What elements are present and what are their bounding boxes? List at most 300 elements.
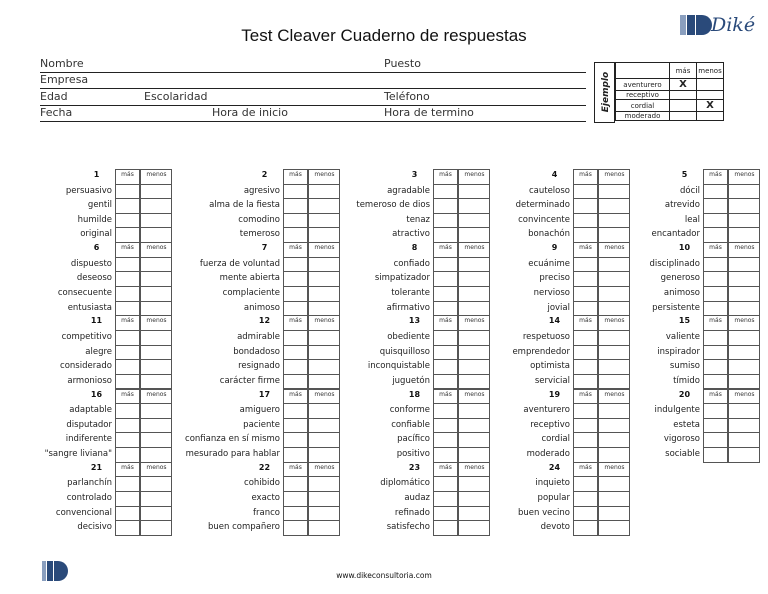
word-label: indiferente [65,434,112,445]
word-label: simpatizador [374,273,430,284]
answer-mas-cell[interactable] [433,257,458,273]
answer-mas-cell[interactable] [115,359,140,375]
answer-mas-cell[interactable] [433,213,458,229]
answer-mas-cell[interactable] [283,418,308,434]
word-label: obediente [387,331,430,342]
word-label: afirmativo [386,302,430,313]
hora-inicio-label: Hora de inicio [212,106,288,119]
answer-mas-cell[interactable] [283,447,308,463]
answer-mas-cell[interactable] [573,506,598,522]
word-label: valiente [665,331,700,342]
answer-mas-cell[interactable] [283,257,308,273]
answer-mas-cell[interactable] [573,476,598,492]
word-label: decisivo [77,522,112,533]
answer-mas-cell[interactable] [433,476,458,492]
answer-menos-cell[interactable] [728,213,760,229]
header-mas-cell [115,462,140,478]
word-label: buen vecino [518,507,570,518]
answer-menos-cell[interactable] [598,491,630,507]
word-label: dócil [680,185,700,196]
word-label: positivo [396,448,430,459]
word-label: complaciente [222,287,280,298]
answer-mas-cell[interactable] [433,359,458,375]
header-mas-cell [283,389,308,405]
word-label: exacto [251,492,280,503]
header-mas-cell [283,169,308,185]
telefono-label: Teléfono [384,90,430,103]
word-label: gentil [87,200,112,211]
header-menos: menos [734,171,755,178]
answer-mas-cell[interactable] [703,301,728,317]
group-number: 21 [90,462,103,472]
answer-mas-cell[interactable] [283,491,308,507]
header-menos-cell [140,389,172,405]
word-label: temeroso de dios [356,200,430,211]
answer-menos-cell[interactable] [728,184,760,200]
word-label: considerado [60,361,112,372]
example-header-menos: menos [697,63,724,79]
header-mas: más [121,317,134,325]
header-menos: menos [146,463,167,471]
answer-mas-cell[interactable] [433,403,458,419]
edad-label: Edad [40,90,68,103]
group-number: 12 [258,316,271,326]
group-number: 4 [551,170,558,179]
word-label: agradable [387,185,430,196]
example-mark-menos [697,79,724,91]
header-mas: más [439,463,452,471]
example-mark-mas: X [670,79,697,91]
header-menos-cell [308,462,340,478]
header-mas: más [709,244,722,252]
answer-mas-cell[interactable] [283,520,308,536]
answer-mas-cell[interactable] [115,520,140,536]
answer-mas-cell[interactable] [433,447,458,463]
answer-mas-cell[interactable] [433,345,458,361]
header-menos-cell [308,315,340,331]
header-menos-cell [598,389,630,405]
answer-mas-cell[interactable] [703,432,728,448]
word-label: animoso [243,302,280,313]
header-menos-cell [140,242,172,258]
header-menos: menos [734,317,755,325]
word-label: agresivo [243,185,280,196]
word-label: alma de la fiesta [209,200,280,211]
header-mas: más [289,171,302,178]
header-mas-cell [573,462,598,478]
header-menos: menos [734,390,755,398]
word-label: animoso [663,287,700,298]
group-number: 24 [548,462,561,472]
word-label: confiable [391,419,430,430]
fecha-label: Fecha [40,106,73,119]
group-number: 23 [408,462,421,472]
form-row-2 [40,72,586,89]
answer-mas-cell[interactable] [115,301,140,317]
header-mas: más [289,463,302,471]
word-label: humilde [77,214,112,225]
word-label: armonioso [67,375,112,386]
header-menos-cell [598,315,630,331]
answer-mas-cell[interactable] [283,227,308,243]
answer-mas-cell[interactable] [283,403,308,419]
example-word: aventurero [616,79,670,91]
header-mas: más [709,171,722,178]
header-mas-cell [433,315,458,331]
header-menos-cell [458,315,490,331]
header-mas: más [579,317,592,325]
answer-mas-cell[interactable] [115,506,140,522]
answer-mas-cell[interactable] [573,491,598,507]
word-label: atrevido [664,200,700,211]
header-menos: menos [314,463,335,471]
group-number: 8 [411,243,418,253]
header-mas: más [289,317,302,325]
word-label: comodino [238,214,280,225]
footer-url: www.dikeconsultoria.com [336,571,432,580]
group-number: 16 [90,389,103,399]
header-mas: más [121,171,134,178]
answer-mas-cell[interactable] [115,271,140,287]
word-label: persistente [652,302,700,313]
example-label: Ejemplo [601,71,611,113]
header-menos-cell [308,169,340,185]
header-menos-cell [458,169,490,185]
answer-mas-cell[interactable] [115,330,140,346]
word-label: inquieto [535,478,570,489]
answer-mas-cell[interactable] [703,374,728,390]
header-menos: menos [146,390,167,398]
word-label: resignado [238,361,280,372]
answer-mas-cell[interactable] [703,271,728,287]
answer-menos-cell[interactable] [728,359,760,375]
header-menos: menos [604,317,625,325]
word-label: devoto [540,522,570,533]
answer-mas-cell[interactable] [703,330,728,346]
example-header-blank [616,63,670,79]
header-mas: más [439,171,452,178]
header-mas-cell [703,389,728,405]
answer-mas-cell[interactable] [703,198,728,214]
word-label: jovial [547,302,570,313]
header-menos: menos [604,171,625,178]
word-label: servicial [534,375,570,386]
answer-mas-cell[interactable] [115,213,140,229]
answer-menos-cell[interactable] [728,286,760,302]
word-label: leal [684,214,700,225]
answer-mas-cell[interactable] [433,418,458,434]
answer-mas-cell[interactable] [115,374,140,390]
word-label: encantador [651,229,700,240]
answer-mas-cell[interactable] [433,374,458,390]
answer-mas-cell[interactable] [433,286,458,302]
word-label: diplomático [380,478,430,489]
header-mas: más [579,244,592,252]
word-label: aventurero [523,405,570,416]
word-label: cordial [541,434,570,445]
form-row-3 [40,89,586,106]
answer-mas-cell[interactable] [433,198,458,214]
word-label: confiado [393,258,430,269]
header-mas-cell [115,242,140,258]
answer-mas-cell[interactable] [433,271,458,287]
word-label: entusiasta [67,302,112,313]
form-row-1 [40,56,586,73]
answer-mas-cell[interactable] [703,418,728,434]
word-label: amiguero [239,405,280,416]
header-mas-cell [433,169,458,185]
group-number: 6 [93,243,100,253]
word-label: esteta [673,419,700,430]
group-number: 7 [261,243,268,253]
answer-mas-cell[interactable] [283,271,308,287]
word-label: emprendedor [512,346,570,357]
answer-menos-cell[interactable] [728,403,760,419]
header-menos: menos [464,317,485,325]
word-label: moderado [526,448,570,459]
header-menos-cell [140,169,172,185]
header-menos-cell [140,462,172,478]
header-mas: más [709,390,722,398]
nombre-label: Nombre [40,57,84,70]
header-menos-cell [728,389,760,405]
answer-mas-cell[interactable] [703,286,728,302]
header-mas-cell [115,169,140,185]
word-label: tímido [673,375,700,386]
word-label: convincente [518,214,570,225]
answer-menos-cell[interactable] [728,198,760,214]
word-label: buen compañero [208,522,280,533]
word-label: pacífico [397,434,430,445]
answer-mas-cell[interactable] [115,403,140,419]
answer-menos-cell[interactable] [728,447,760,463]
word-label: mesurado para hablar [185,448,280,459]
word-label: atractivo [392,229,430,240]
answer-mas-cell[interactable] [283,359,308,375]
answer-mas-cell[interactable] [115,418,140,434]
answer-mas-cell[interactable] [433,491,458,507]
example-word: moderado [616,112,670,121]
example-mark-mas [670,91,697,100]
answer-menos-cell[interactable] [728,374,760,390]
hora-termino-label: Hora de termino [384,106,474,119]
answer-mas-cell[interactable] [703,257,728,273]
answer-mas-cell[interactable] [433,506,458,522]
header-mas-cell [115,315,140,331]
header-menos-cell [598,169,630,185]
word-label: audaz [404,492,430,503]
answer-menos-cell[interactable] [598,506,630,522]
answer-mas-cell[interactable] [283,374,308,390]
header-mas-cell [573,315,598,331]
page-title: Test Cleaver Cuaderno de respuestas [241,26,527,45]
header-mas: más [579,463,592,471]
word-label: preciso [539,273,570,284]
group-number: 1 [93,170,100,179]
group-number: 18 [408,389,421,399]
header-mas-cell [573,242,598,258]
word-label: carácter firme [219,375,280,386]
group-number: 15 [678,316,691,326]
group-number: 9 [551,243,558,253]
header-mas-cell [433,462,458,478]
answer-menos-cell[interactable] [598,520,630,536]
answer-mas-cell[interactable] [433,227,458,243]
answer-menos-cell[interactable] [728,257,760,273]
answer-mas-cell[interactable] [283,213,308,229]
example-mark-menos [697,112,724,121]
form-row-4 [40,105,586,122]
answer-mas-cell[interactable] [283,476,308,492]
group-number: 20 [678,389,691,399]
answer-menos-cell[interactable] [728,227,760,243]
header-menos-cell [458,389,490,405]
answer-mas-cell[interactable] [115,491,140,507]
word-label: confianza en sí mismo [185,434,280,445]
word-label: juguetón [392,375,430,386]
answer-menos-cell[interactable] [728,301,760,317]
group-number: 22 [258,462,271,472]
answer-mas-cell[interactable] [703,345,728,361]
word-label: admirable [237,331,280,342]
answer-mas-cell[interactable] [433,184,458,200]
group-number: 14 [548,316,561,326]
word-label: convencional [55,507,112,518]
answer-mas-cell[interactable] [433,330,458,346]
group-number: 11 [90,316,103,326]
answer-mas-cell[interactable] [573,520,598,536]
header-mas: más [439,390,452,398]
answer-mas-cell[interactable] [115,345,140,361]
answer-mas-cell[interactable] [115,227,140,243]
answer-menos-cell[interactable] [728,345,760,361]
answer-mas-cell[interactable] [283,198,308,214]
answer-mas-cell[interactable] [433,301,458,317]
puesto-label: Puesto [384,57,421,70]
word-label: respetuoso [522,331,570,342]
word-label: dispuesto [70,258,112,269]
answer-mas-cell[interactable] [115,476,140,492]
answer-mas-cell[interactable] [115,447,140,463]
answer-mas-cell[interactable] [115,257,140,273]
word-label: fuerza de voluntad [199,258,280,269]
header-mas-cell [283,462,308,478]
answer-mas-cell[interactable] [433,520,458,536]
header-mas: más [439,244,452,252]
header-menos: menos [464,390,485,398]
answer-mas-cell[interactable] [283,345,308,361]
word-label: inconquistable [367,361,430,372]
answer-menos-cell[interactable] [728,418,760,434]
word-label: sumiso [669,361,700,372]
word-label: mente abierta [219,273,280,284]
header-menos-cell [728,242,760,258]
group-number: 17 [258,389,271,399]
word-label: disciplinado [649,258,700,269]
group-number: 3 [411,170,418,179]
answer-mas-cell[interactable] [703,403,728,419]
answer-mas-cell[interactable] [703,359,728,375]
escolaridad-label: Escolaridad [144,90,208,103]
group-number: 13 [408,316,421,326]
empresa-label: Empresa [40,73,89,86]
answer-mas-cell[interactable] [115,184,140,200]
header-menos: menos [314,390,335,398]
word-label: refinado [394,507,430,518]
group-number: 2 [261,170,268,179]
answer-mas-cell[interactable] [703,213,728,229]
header-menos: menos [464,171,485,178]
example-mark-menos [697,91,724,100]
header-mas: más [121,244,134,252]
header-mas-cell [703,315,728,331]
answer-menos-cell[interactable] [728,330,760,346]
header-menos: menos [604,390,625,398]
example-mark-mas [670,100,697,112]
answer-mas-cell[interactable] [433,432,458,448]
header-menos: menos [314,317,335,325]
word-label: persuasivo [65,185,112,196]
header-menos: menos [146,244,167,252]
word-label: cauteloso [528,185,570,196]
header-menos: menos [314,171,335,178]
example-mark-menos: X [697,100,724,112]
header-menos-cell [458,242,490,258]
header-mas-cell [283,315,308,331]
word-label: disputador [66,419,112,430]
answer-mas-cell[interactable] [115,198,140,214]
word-label: alegre [85,346,112,357]
word-label: determinado [515,200,570,211]
answer-menos-cell[interactable] [728,432,760,448]
answer-mas-cell[interactable] [115,432,140,448]
answer-menos-cell[interactable] [728,271,760,287]
answer-mas-cell[interactable] [703,227,728,243]
answer-mas-cell[interactable] [283,506,308,522]
answer-mas-cell[interactable] [283,330,308,346]
header-mas-cell [433,389,458,405]
answer-mas-cell[interactable] [283,301,308,317]
word-label: vigoroso [663,434,700,445]
answer-mas-cell[interactable] [283,184,308,200]
word-label: receptivo [530,419,570,430]
answer-mas-cell[interactable] [115,286,140,302]
word-label: sociable [665,448,700,459]
header-mas-cell [703,242,728,258]
header-menos: menos [604,463,625,471]
answer-mas-cell[interactable] [283,286,308,302]
word-label: conforme [389,405,430,416]
header-mas-cell [115,389,140,405]
example-label-box [594,62,615,123]
header-mas-cell [703,169,728,185]
answer-mas-cell[interactable] [703,447,728,463]
header-mas: más [579,171,592,178]
answer-mas-cell[interactable] [703,184,728,200]
header-mas: más [121,390,134,398]
answer-mas-cell[interactable] [283,432,308,448]
answer-menos-cell[interactable] [598,476,630,492]
word-label: tenaz [406,214,430,225]
header-menos-cell [728,169,760,185]
header-mas: más [121,463,134,471]
header-menos: menos [464,463,485,471]
word-label: paciente [243,419,280,430]
header-menos: menos [734,244,755,252]
word-label: consecuente [57,287,112,298]
word-label: deseoso [76,273,112,284]
word-label: generoso [660,273,700,284]
